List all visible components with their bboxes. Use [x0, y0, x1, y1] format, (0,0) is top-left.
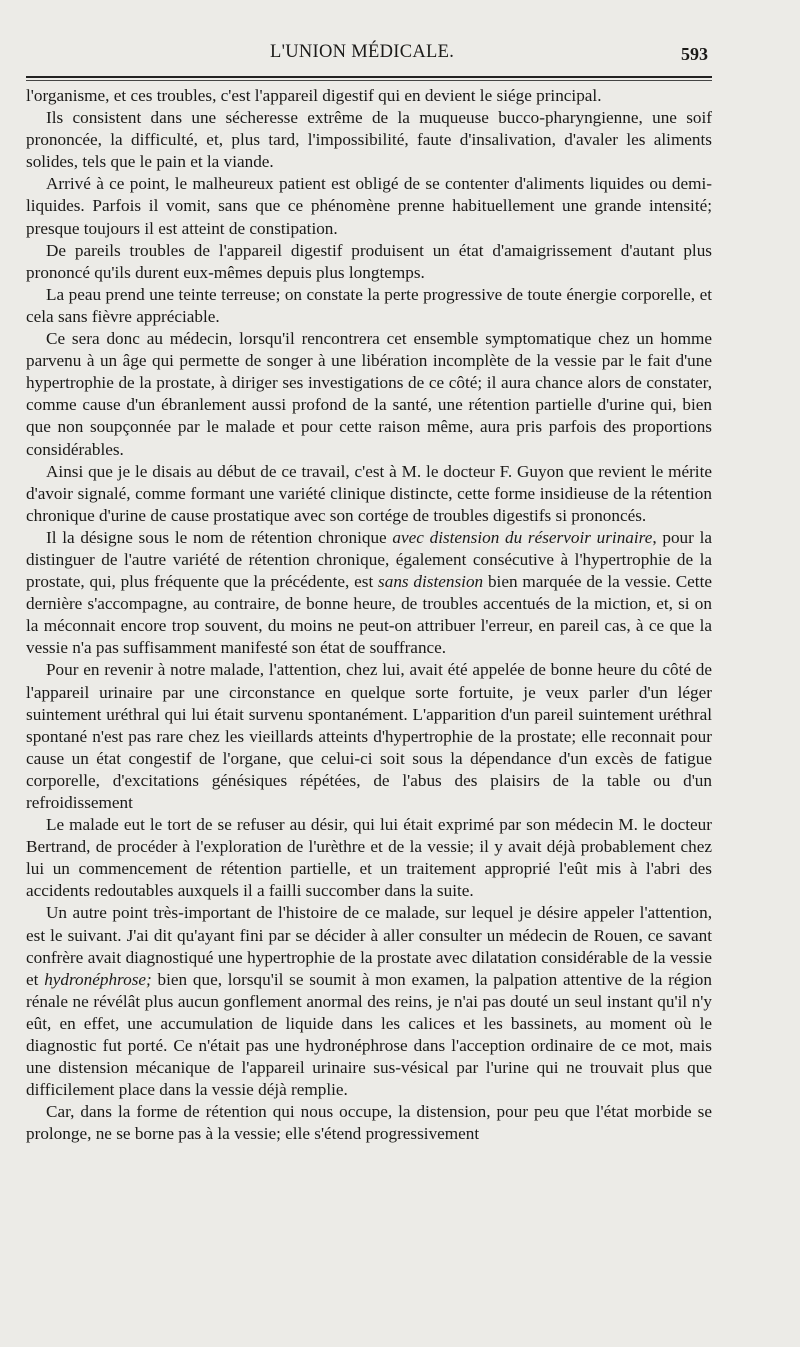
text-run: bien marquée de la vessie. Cette dernière s'accompagne, au contraire, de bonne heure, de troubles accentués de la miction, et, si on la méconnait encore trop souvent, du moins ne peut-on attribuer l'erreur, en pareil cas, à ce que la vessie n'a pas suffisamment manifesté son état de souffrance. [26, 572, 712, 658]
running-header [26, 40, 712, 70]
paragraph: Pour en revenir à notre malade, l'attention, chez lui, avait été appelée de bonne heure du côté de l'appareil urinaire par une circonstance en quelque sorte fortuite, je veux parler d'un léger suintement uréthral qui lui était survenu spontanément. L'apparition d'un pareil suintement uréthral spontané n'est pas rare chez les vieillards atteints d'hypertrophie de la prostate; elle reconnait pour cause un état congestif de l'organe, que celui-ci soit sous la dépendance d'un excès de fatigue corporelle, d'excitations génésiques répétées, de l'abus des plaisirs de la table ou d'un refroidissement [26, 660, 712, 812]
paragraph [26, 902, 712, 1101]
text-run: Un autre point très-important de l'histoire de ce malade, sur lequel je désire appeler l'attention, est le suivant. J'ai dit qu'ayant fini par se décider à aller consulter un médecin de Rouen, ce savant confrère avait diagnostiqué une hypertrophie de la prostate avec dilatation considérable de la vessie et [26, 903, 712, 989]
paragraph: Ils consistent dans une sécheresse extrême de la muqueuse bucco-pharyngienne, une soif prononcée, la difficulté, et, plus tard, l'impossibilité, faute d'insalivation, d'avaler les aliments solides, tels que le pain et la viande. [26, 108, 712, 172]
italic-term: hydronéphrose; [44, 969, 152, 989]
paragraph: La peau prend une teinte terreuse; on constate la perte progressive de toute énergie corporelle, et cela sans fièvre appréciable. [26, 284, 712, 326]
paragraph [26, 527, 712, 660]
text-run: bien que, lorsqu'il se soumit à mon examen, la palpation attentive de la région rénale ne révélât plus aucun gonflement anormal des reins, je n'ai pas douté un seul instant qu'il n'y eût, en effet, une accumulation de liquide dans les calices et les bassinets, au moment où le diagnostic fut porté. Ce n'était pas une hydronéphrose dans l'acception ordinaire de ce mot, mais une distension mécanique de l'appareil urinaire sus-vésical par l'urine qui ne trouvait plus que difficilement place dans la vessie déjà remplie. [26, 969, 712, 1100]
paragraph: De pareils troubles de l'appareil digestif produisent un état d'amaigrissement d'autant plus prononcé qu'ils durent eux-mêmes depuis plus longtemps. [26, 240, 712, 282]
text-run: Il la désigne sous le nom de rétention chronique [46, 527, 393, 547]
text-run: , pour la distinguer de l'autre variété de rétention chronique, également consécutive à l'hypertrophie de la prostate, qui, plus fréquente que la précédente, est [26, 527, 712, 592]
paragraph: Le malade eut le tort de se refuser au désir, qui lui était exprimé par son médecin M. le docteur Bertrand, de procéder à l'exploration de l'urèthre et de la vessie; il y avait déjà probablement chez lui un commencement de rétention partielle, et un traitement approprié l'eût mis à l'abri des accidents redoutables auxquels il a failli succomber dans la suite. [26, 815, 712, 901]
journal-title: L'UNION MÉDICALE. [270, 42, 455, 62]
paragraph: Ainsi que je le disais au début de ce travail, c'est à M. le docteur F. Guyon que revient le mérite d'avoir signalé, comme formant une variété clinique distincte, cette forme insidieuse de la rétention chronique d'urine de cause prostatique avec son cortége de troubles digestifs si prononcés. [26, 461, 712, 525]
header-rule-thin [26, 80, 712, 81]
paragraph: Ce sera donc au médecin, lorsqu'il rencontrera cet ensemble symptomatique chez un homme parvenu à un âge qui permette de songer à une libération incomplète de la vessie par le fait d'une hypertrophie de la prostate, à diriger ses investigations de ce côté; il aura chance alors de constater, comme cause d'un ébranlement aussi profond de la santé, une rétention partielle d'urine qui, bien que non soupçonnée par le malade et pour cette raison même, aura pris parfois des proportions considérables. [26, 329, 712, 459]
paragraph: l'organisme, et ces troubles, c'est l'appareil digestif qui en devient le siége principal. [26, 86, 602, 105]
page-number: 593 [681, 44, 708, 64]
italic-term: sans distension [378, 572, 484, 592]
paragraph: Car, dans la forme de rétention qui nous occupe, la distension, pour peu que l'état morbide se prolonge, ne se borne pas à la vessie; elle s'étend progressivement [26, 1102, 712, 1144]
paragraph: Arrivé à ce point, le malheureux patient est obligé de se contenter d'aliments liquides ou demi-liquides. Parfois il vomit, sans que ce phénomène prenne habituellement une grande intensité; presque toujours il est atteint de constipation. [26, 174, 712, 238]
italic-term: avec distension du réservoir urinaire [392, 527, 653, 547]
article-body [26, 85, 712, 1146]
header-rule [26, 76, 712, 78]
